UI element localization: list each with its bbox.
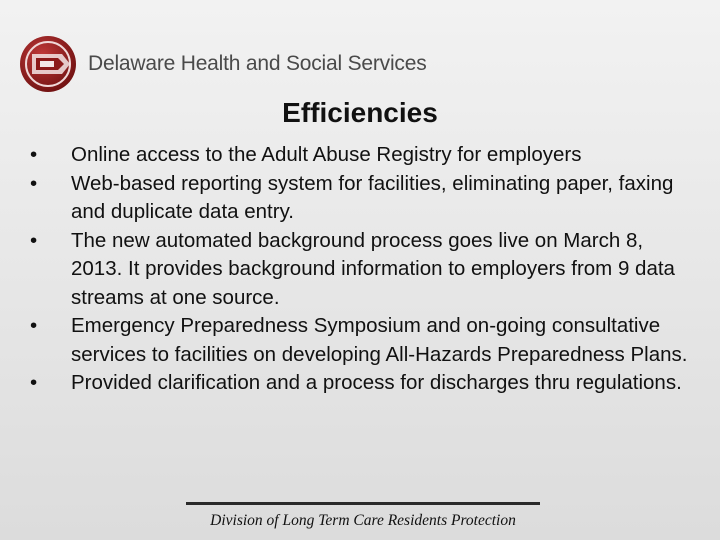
bullet-text: Web-based reporting system for facilities, eliminating paper, faxing and duplicate data entry. (71, 171, 674, 223)
bullet-text: The new automated background process goes live on March 8, 2013. It provides background information to employers from 9 data streams at one source. (71, 228, 675, 309)
bullet-text: Provided clarification and a process for discharges thru regulations. (71, 371, 682, 394)
bullet-item (30, 312, 690, 369)
slide-title-text: Efficiencies (282, 97, 438, 128)
dhss-seal-logo-icon (18, 32, 82, 96)
bullet-glyph: • (30, 314, 38, 337)
bullet-item (30, 170, 690, 227)
bullet-text: Online access to the Adult Abuse Registry for employers (71, 143, 582, 166)
slide-title (0, 97, 720, 129)
org-name: Delaware Health and Social Services (88, 52, 427, 75)
bullet-glyph: • (30, 143, 38, 166)
bullet-item (30, 369, 690, 398)
header-logo-block (18, 32, 458, 96)
bullet-glyph: • (30, 371, 38, 394)
bullet-glyph: • (30, 228, 38, 252)
bullet-list (30, 141, 690, 398)
footer-divider (186, 502, 540, 505)
bullet-item (30, 141, 690, 170)
bullet-glyph: • (30, 171, 38, 195)
bullet-item (30, 227, 690, 313)
bullet-text: Emergency Preparedness Symposium and on-going consultative services to facilities on developing All-Hazards Preparedness Plans. (71, 314, 688, 366)
footer-division-name: Division of Long Term Care Residents Protection (210, 512, 516, 529)
